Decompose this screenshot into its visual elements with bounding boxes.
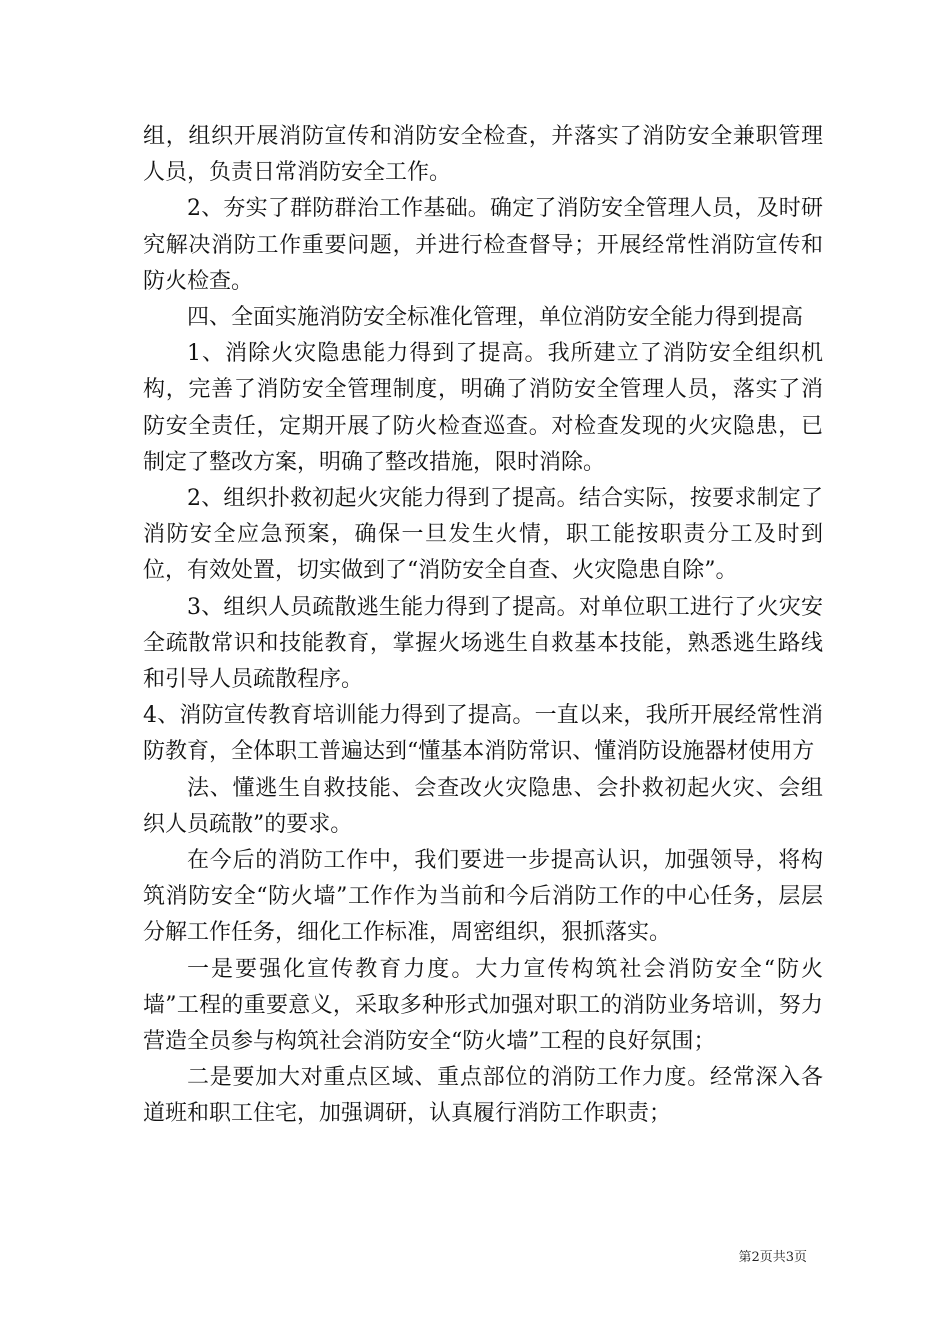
paragraph-item-4-continued: 法、懂逃生自救技能、会查改火灾隐患、会扑救初起火灾、会组织人员疏散”的要求。 <box>143 775 823 837</box>
section-heading-four: 四、全面实施消防安全标准化管理，单位消防安全能力得到提高 <box>187 305 804 331</box>
paragraph-item-1-hazard-elimination: 1、消除火灾隐患能力得到了提高。我所建立了消防安全组织机构，完善了消防安全管理制度，明确了消防安全管理人员，落实了消防安全责任，定期开展了防火检查巡查。对检查发现的火灾隐患，已制定了整改方案，明确了整改措施，限时消除。 <box>143 341 823 475</box>
paragraph-item-3-evacuation: 3、组织人员疏散逃生能力得到了提高。对单位职工进行了火灾安全疏散常识和技能教育，掌握火场逃生自救基本技能，熟悉逃生路线和引导人员疏散程序。 <box>143 594 823 693</box>
page-number-footer: 第2页共3页 <box>738 1250 807 1265</box>
document-body <box>143 119 823 1133</box>
paragraph-item-2-grassroots: 2、夯实了群防群治工作基础。确定了消防安全管理人员，及时研究解决消防工作重要问题，并进行检查督导；开展经常性消防宣传和防火检查。 <box>143 196 823 294</box>
paragraph-item-4-training: 4、消防宣传教育培训能力得到了提高。一直以来，我所开展经常性消防教育，全体职工普遍达到“懂基本消防常识、懂消防设施器材使用方 <box>143 703 823 765</box>
paragraph-continuation: 组，组织开展消防宣传和消防安全检查，并落实了消防安全兼职管理人员，负责日常消防安全工作。 <box>143 124 823 186</box>
paragraph-point-two: 二是要加大对重点区域、重点部位的消防工作力度。经常深入各道班和职工住宅，加强调研，认真履行消防工作职责； <box>143 1065 823 1127</box>
paragraph-future-work: 在今后的消防工作中，我们要进一步提高认识，加强领导，将构筑消防安全“防火墙”工作作为当前和今后消防工作的中心任务，层层分解工作任务，细化工作标准，周密组织，狠抓落实。 <box>143 848 823 946</box>
paragraph-point-one: 一是要强化宣传教育力度。大力宣传构筑社会消防安全“防火墙”工程的重要意义，采取多种形式加强对职工的消防业务培训，努力营造全员参与构筑社会消防安全“防火墙”工程的良好氛围； <box>143 956 823 1055</box>
paragraph-item-2-fire-fighting: 2、组织扑救初起火灾能力得到了提高。结合实际，按要求制定了消防安全应急预案，确保一旦发生火情，职工能按职责分工及时到位，有效处置，切实做到了“消防安全自查、火灾隐患自除”。 <box>143 486 823 584</box>
